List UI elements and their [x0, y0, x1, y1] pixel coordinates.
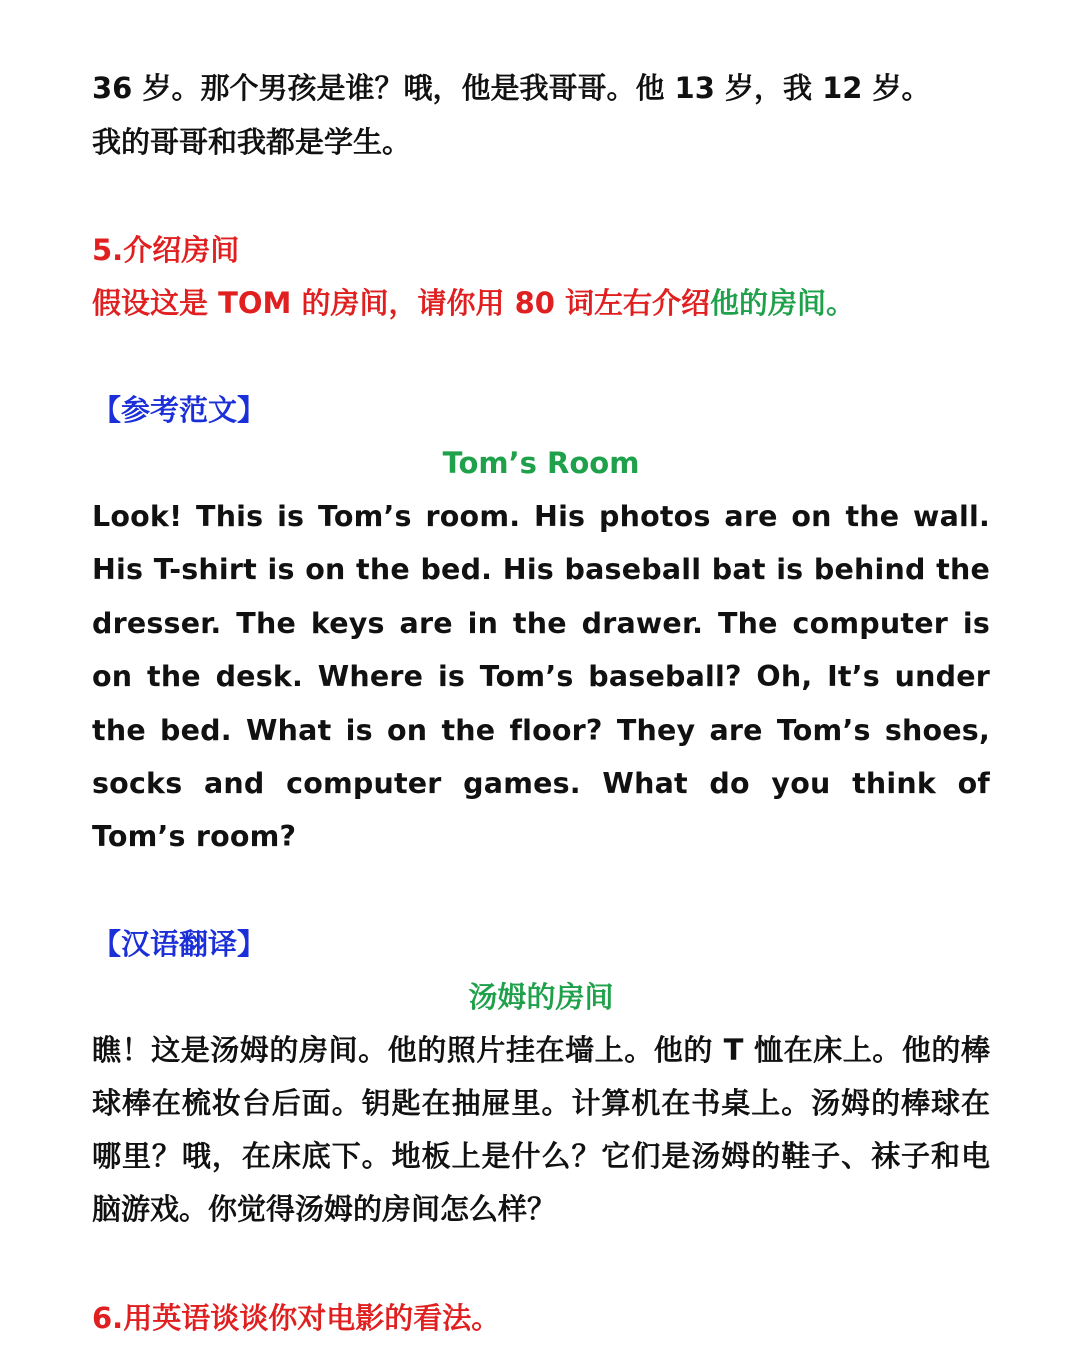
prompt-red-text: 假设这是 TOM 的房间，请你用 80 词左右介绍 [92, 286, 711, 320]
section-5-prompt [92, 283, 855, 323]
translation-label: 【汉语翻译】 [92, 927, 267, 961]
intro-line-2: 我的哥哥和我都是学生。 [92, 125, 412, 159]
translation-title: 汤姆的房间 [468, 980, 614, 1014]
prompt-green-text: 他的房间。 [710, 286, 856, 320]
reference-label: 【参考范文】 [92, 393, 267, 427]
section-5-heading: 5.介绍房间 [92, 233, 240, 267]
reference-title: Tom’s Room [442, 446, 640, 480]
reference-body: Look! This is Tom’s room. His photos are on the wall. His T-shirt is on the bed. His baseball bat is behind the dresser. The keys are in the drawer. The computer is on the desk. Where is Tom’s baseball? Oh, It’s under the bed. What is on the floor? They are Tom’s shoes, socks and computer games. What do you think of Tom’s room? [92, 500, 990, 854]
translation-body: 瞧！这是汤姆的房间。他的照片挂在墙上。他的 T 恤在床上。他的棒球棒在梳妆台后面。钥匙在抽屉里。计算机在书桌上。汤姆的棒球在哪里？哦，在床底下。地板上是什么？它们是汤姆的鞋子、袜子和电脑游戏。你觉得汤姆的房间怎么样？ [92, 1033, 990, 1226]
section-6-heading: 6.用英语谈谈你对电影的看法。 [92, 1301, 501, 1335]
intro-line-1: 36 岁。那个男孩是谁？哦，他是我哥哥。他 13 岁，我 12 岁。 [92, 71, 931, 105]
